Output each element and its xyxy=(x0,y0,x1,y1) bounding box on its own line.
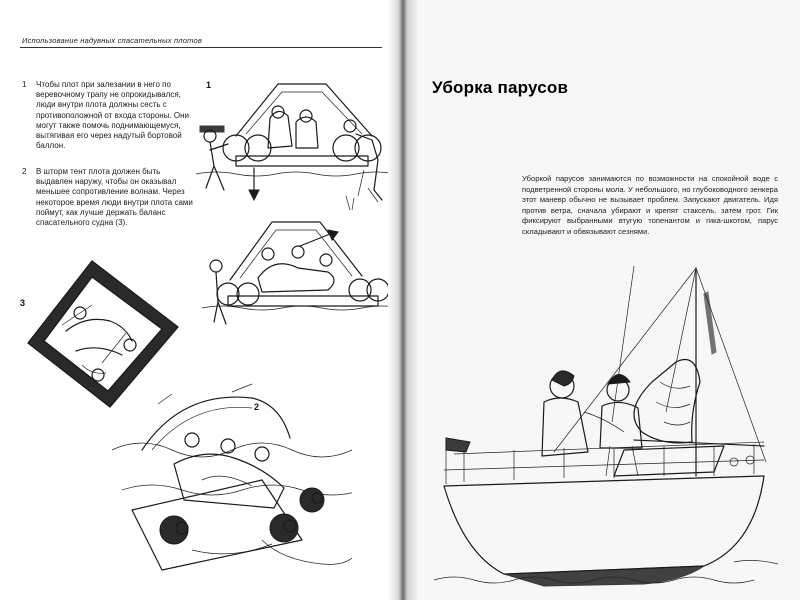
paragraph-2 xyxy=(22,167,194,228)
running-head: Использование надувных спасательных плотов xyxy=(22,36,202,45)
figure-label: 3 xyxy=(20,298,26,308)
paragraph-1 xyxy=(22,80,194,151)
raft-boarding-illustration xyxy=(196,78,396,213)
raft-storm-illustration xyxy=(112,380,352,585)
page-title: Уборка парусов xyxy=(432,78,569,97)
paragraph-text: В шторм тент плота должен быть выдавлен наружу, чтобы он оказывал меньшее сопротивление волнам. Через некоторое время люди внутри плота сами поймут, как лучше держать баланс спасательного судна (3). xyxy=(36,167,193,228)
paragraph-number: 1 xyxy=(22,80,27,89)
sailboat-illustration xyxy=(434,262,784,592)
figure-label: 1 xyxy=(206,80,212,90)
running-head-rule xyxy=(20,47,382,48)
paragraph-number: 2 xyxy=(22,167,27,176)
book-gutter xyxy=(388,0,418,600)
paragraph-text: Чтобы плот при залезании в него по веревочному трапу не опрокидывался, люди внутри плота должны сесть с противоположной от входа стороны. Они могут также помочь поднимающемуся, вытягивая его через надутый бортовой баллон. xyxy=(36,80,190,151)
raft-interior-illustration xyxy=(202,216,394,341)
body-text: Уборкой парусов занимаются по возможности на спокойной воде с подветренной стороны мола. У небольшого, но глубоководного зенкера этот маневр обычно не вызывает проблем. Запускают двигатель. Идя против ветра, сначала убирают и крепят стаксель, затем грот. Гик фиксируют выбранными втугую топенантом и гика-шкотом, парус складывают и обвязывают сезнями. xyxy=(522,174,778,236)
figure-label: 2 xyxy=(254,402,260,412)
